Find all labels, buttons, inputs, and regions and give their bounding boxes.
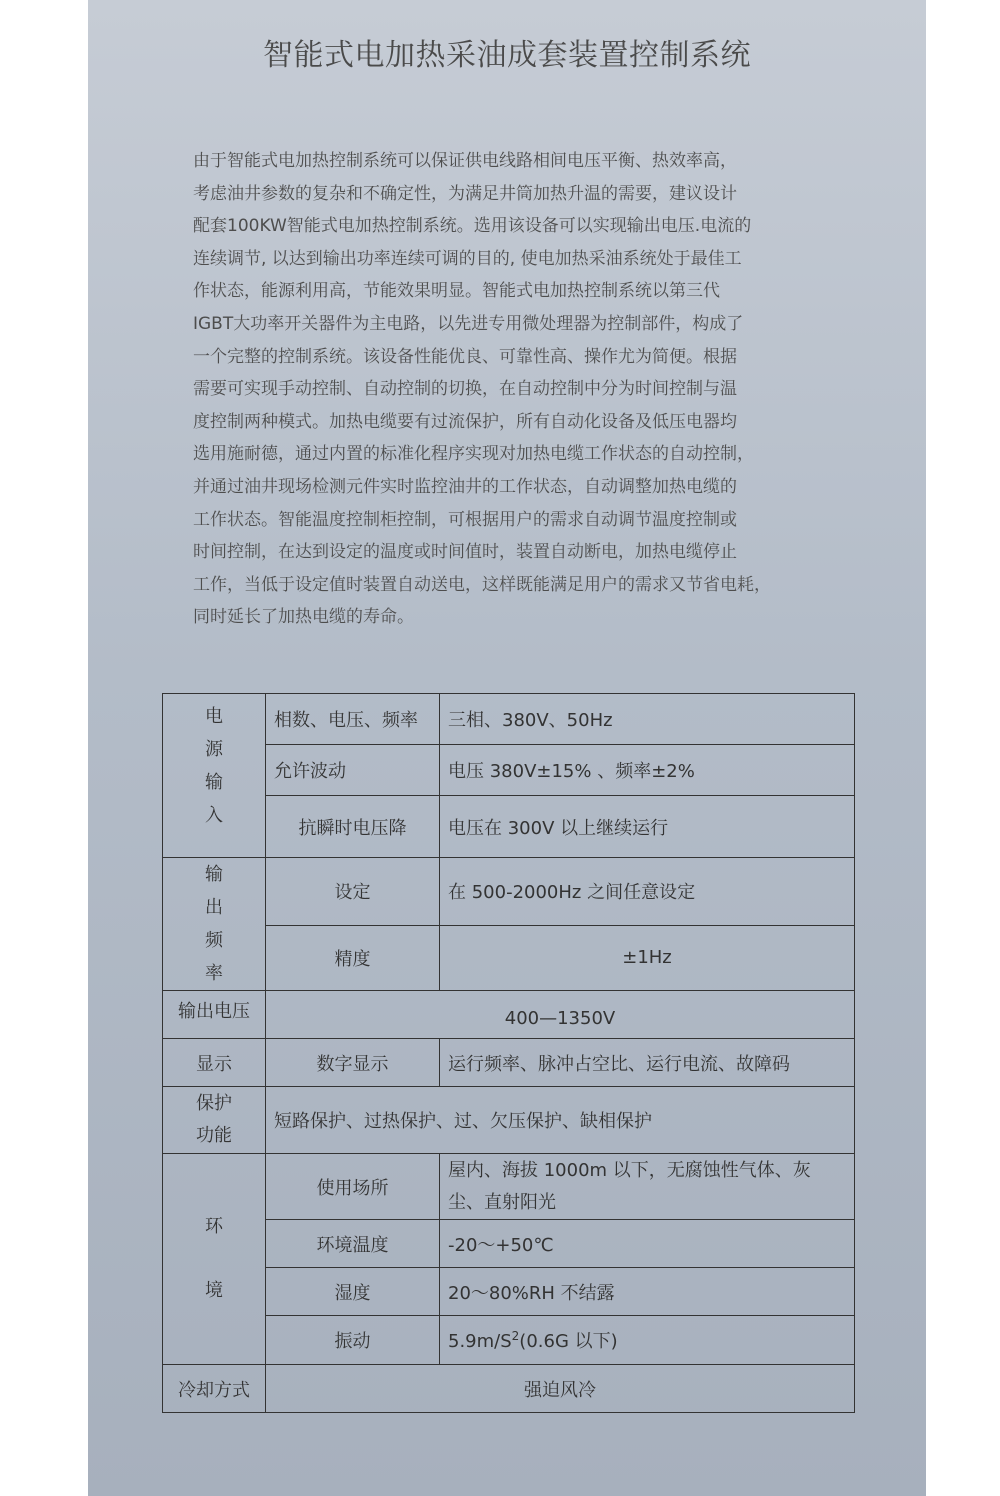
intro-line: 工作状态。智能温度控制柜控制，可根据用户的需求自动调节温度控制或 [193, 509, 737, 530]
intro-line: 需要可实现手动控制、自动控制的切换，在自动控制中分为时间控制与温 [193, 379, 737, 400]
intro-line: 作状态，能源利用高，节能效果明显。智能式电加热控制系统以第三代 [193, 281, 720, 302]
intro-line: 配套100KW智能式电加热控制系统。选用该设备可以实现输出电压.电流的 [193, 216, 752, 237]
display-label: 显示 [163, 1039, 266, 1087]
param-cell: 使用场所 [266, 1154, 440, 1220]
table-row [163, 991, 855, 1039]
protection-label: 保护 功能 [163, 1087, 266, 1154]
param-cell: 允许波动 [266, 745, 440, 796]
intro-paragraph [193, 145, 823, 634]
table-row [163, 925, 855, 991]
value-cell: 强迫风冷 [266, 1365, 855, 1413]
table-row [163, 745, 855, 796]
param-cell: 设定 [266, 858, 440, 926]
table-row [163, 1268, 855, 1316]
param-cell: 相数、电压、频率 [266, 694, 440, 745]
value-cell: ±1Hz [440, 925, 855, 991]
intro-line: IGBT大功率开关器件为主电路，以先进专用微处理器为控制部件，构成了 [193, 313, 744, 334]
table-row [163, 1039, 855, 1087]
value-cell: 运行频率、脉冲占空比、运行电流、故障码 [440, 1039, 855, 1087]
value-cell: $5.9m/S^2(0.6G$ 以下) [440, 1316, 855, 1365]
value-cell: 三相、380V、50Hz [440, 694, 855, 745]
page-title: 智能式电加热采油成套装置控制系统 [263, 38, 751, 73]
spec-table [162, 693, 855, 1413]
table-row [163, 1365, 855, 1413]
intro-line: 时间控制，在达到设定的温度或时间值时，装置自动断电，加热电缆停止 [193, 542, 737, 563]
intro-line: 连续调节, 以达到输出功率连续可调的目的, 使电加热采油系统处于最佳工 [193, 248, 742, 269]
table-row [163, 858, 855, 926]
output-voltage-label: 输出电压 [163, 991, 266, 1039]
value-cell: 电压在 300V 以上继续运行 [440, 796, 855, 858]
value-cell: 短路保护、过热保护、过、欠压保护、缺相保护 [266, 1087, 855, 1154]
table-row [163, 796, 855, 858]
intro-line: 同时延长了加热电缆的寿命。 [193, 607, 414, 628]
value-cell: 在 500-2000Hz 之间任意设定 [440, 858, 855, 926]
param-cell: 环境温度 [266, 1220, 440, 1268]
intro-line: 工作，当低于设定值时装置自动送电，这样既能满足用户的需求又节省电耗， [193, 574, 771, 595]
value-cell: 电压 380V±15% 、频率±2% [440, 745, 855, 796]
table-row [163, 1154, 855, 1220]
value-cell: 屋内、海拔 1000m 以下，无腐蚀性气体、灰 尘、直射阳光 [440, 1154, 855, 1220]
param-cell: 精度 [266, 925, 440, 991]
intro-line: 由于智能式电加热控制系统可以保证供电线路相间电压平衡、热效率高， [193, 151, 737, 171]
param-cell: 数字显示 [266, 1039, 440, 1087]
value-cell: 20～80%RH 不结露 [440, 1268, 855, 1316]
value-cell: 400—1350V [266, 991, 855, 1039]
table-row [163, 1220, 855, 1268]
power-input-label: 电 源 输 入 [163, 694, 266, 858]
param-cell: 抗瞬时电压降 [266, 796, 440, 858]
intro-line: 并通过油井现场检测元件实时监控油井的工作状态，自动调整加热电缆的 [193, 476, 737, 497]
content-panel [88, 0, 926, 1496]
intro-line: 一个完整的控制系统。该设备性能优良、可靠性高、操作尤为简便。根据 [193, 346, 737, 367]
environment-label: 环 境 [163, 1154, 266, 1365]
param-cell: 湿度 [266, 1268, 440, 1316]
intro-line: 度控制两种模式。加热电缆要有过流保护，所有自动化设备及低压电器均 [193, 411, 737, 432]
table-row [163, 1316, 855, 1365]
output-freq-label: 输 出 频 率 [163, 858, 266, 991]
value-cell: -20～+50℃ [440, 1220, 855, 1268]
table-row [163, 694, 855, 745]
intro-line: 选用施耐德，通过内置的标准化程序实现对加热电缆工作状态的自动控制， [193, 444, 754, 465]
cooling-label: 冷却方式 [163, 1365, 266, 1413]
intro-line: 考虑油井参数的复杂和不确定性，为满足井筒加热升温的需要，建议设计 [193, 183, 737, 204]
table-row [163, 1087, 855, 1154]
param-cell: 振动 [266, 1316, 440, 1365]
